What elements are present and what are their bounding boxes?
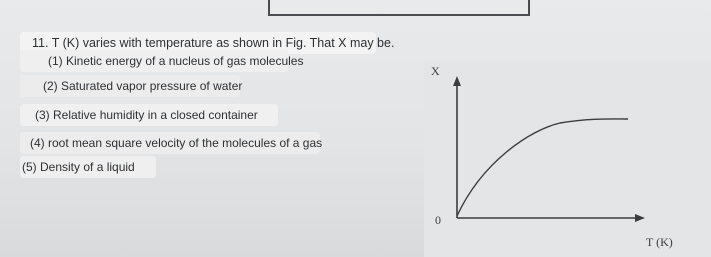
x-vs-t-curve bbox=[457, 119, 628, 216]
x-axis-arrow-icon bbox=[635, 214, 645, 222]
question-text: 11. T (K) varies with temperature as shown in Fig. That X may be. bbox=[20, 32, 376, 54]
option-3: (3) Relative humidity in a closed container bbox=[20, 104, 278, 126]
option-4: (4) root mean square velocity of the molecules of a gas bbox=[20, 132, 320, 154]
option-1: (1) Kinetic energy of a nucleus of gas molecules bbox=[20, 50, 288, 72]
y-axis-label: X bbox=[431, 64, 440, 78]
y-axis-arrow-icon bbox=[453, 76, 461, 86]
option-2: (2) Saturated vapor pressure of water bbox=[20, 75, 240, 97]
x-axis-label: T (K) bbox=[646, 235, 673, 249]
origin-label: 0 bbox=[435, 213, 441, 227]
option-5: (5) Density of a liquid bbox=[20, 156, 156, 178]
